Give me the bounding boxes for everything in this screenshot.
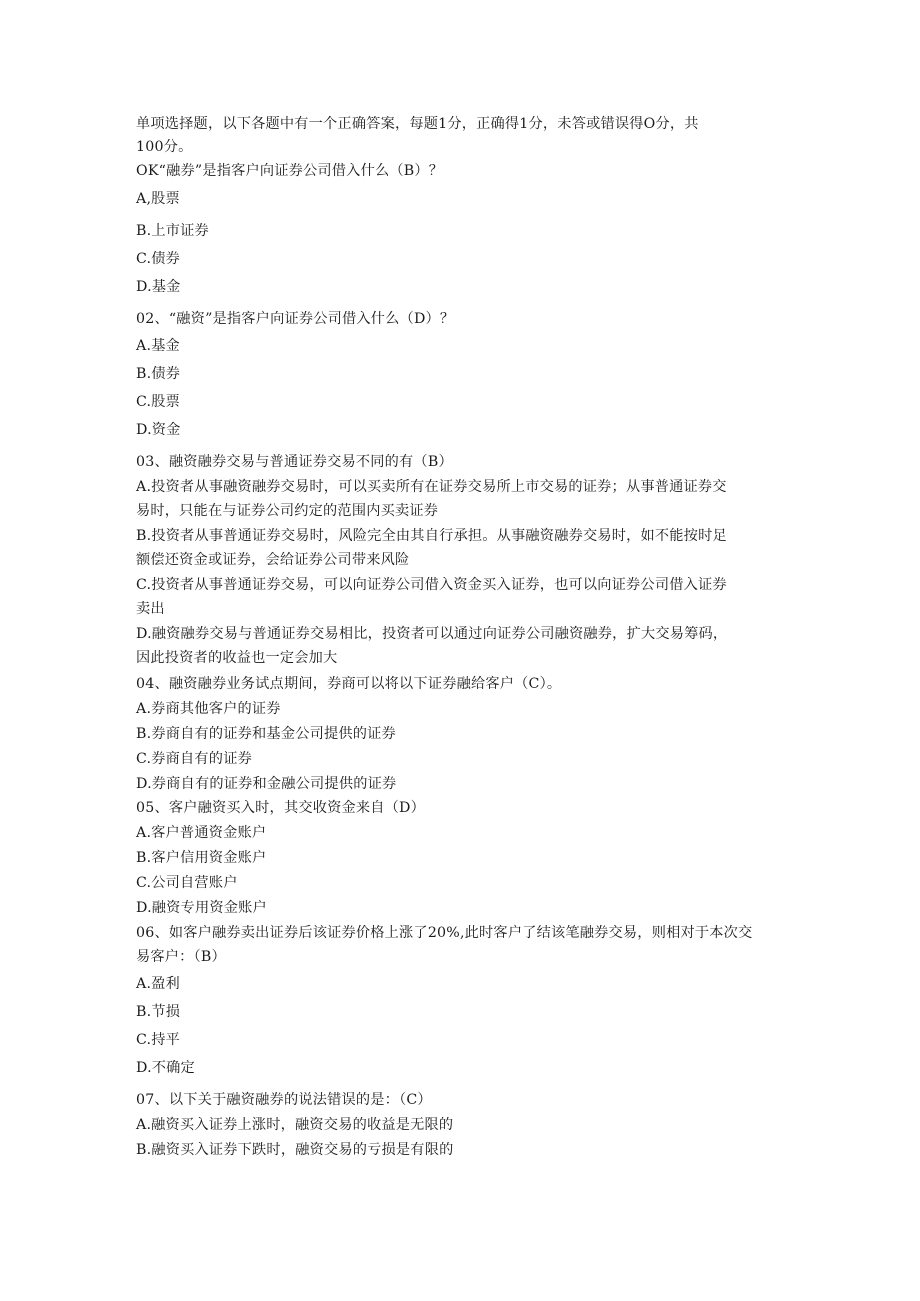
question-3-option-c-line-1: C.投资者从事普通证券交易，可以向证券公司借入资金买入证券，也可以向证券公司借入证券 [136, 577, 727, 593]
question-6-option-d: D.不确定 [136, 1060, 195, 1076]
question-6-option-b: B.节损 [136, 1004, 181, 1020]
question-5-option-a: A.客户普通资金账户 [136, 825, 267, 841]
question-7-option-a: A.融资买入证券上涨时，融资交易的收益是无限的 [136, 1117, 454, 1133]
question-5-option-d: D.融资专用资金账户 [136, 900, 267, 916]
question-3-option-d-line-1: D.融资融券交易与普通证券交易相比，投资者可以通过向证券公司融资融券，扩大交易筹码， [136, 626, 728, 642]
question-5-option-c: C.公司自营账户 [136, 875, 238, 891]
question-5-option-b: B.客户信用资金账户 [136, 850, 267, 866]
question-1-option-c: C.债券 [136, 251, 181, 267]
question-2-option-a: A.基金 [136, 338, 180, 354]
question-6-stem-line-1: 06、如客户融券卖出证券后该证券价格上涨了20%,此时客户了结该笔融券交易，则相对于本次交 [136, 925, 753, 941]
question-5-stem: 05、客户融资买入时，其交收资金来自（D） [136, 800, 426, 816]
question-6-option-a: A.盈利 [136, 976, 180, 992]
question-7-option-b: B.融资买入证券下跌时，融资交易的亏损是有限的 [136, 1142, 454, 1158]
question-2-option-c: C.股票 [136, 394, 181, 410]
question-6-option-c: C.持平 [136, 1032, 181, 1048]
question-3-option-a-line-2: 易时，只能在与证券公司约定的范围内买卖证券 [136, 503, 439, 519]
question-6-stem-line-2: 易客户：（B） [136, 949, 226, 965]
question-3-option-b-line-2: 额偿还资金或证券，会给证券公司带来风险 [136, 552, 410, 568]
intro-line-1: 单项选择题，以下各题中有一个正确答案，每题1分，正确得1分，未答或错误得O分，共 [136, 116, 699, 132]
question-3-option-b-line-1: B.投资者从事普通证券交易时，风险完全由其自行承担。从事融资融券交易时，如不能按时足 [136, 528, 727, 544]
question-4-stem: 04、融资融券业务试点期间，券商可以将以下证券融给客户（C）。 [136, 676, 562, 692]
question-4-option-d: D.券商自有的证券和金融公司提供的证券 [136, 776, 397, 792]
intro-line-2: 100分。 [136, 139, 193, 155]
question-1-stem: OK“融券”是指客户向证券公司借入什么（B）？ [136, 163, 444, 179]
question-2-option-b: B.债券 [136, 366, 181, 382]
question-3-stem: 03、融资融券交易与普通证券交易不同的有（B） [136, 454, 453, 470]
question-1-option-b: B.上市证券 [136, 223, 209, 239]
question-1-option-d: D.基金 [136, 279, 181, 295]
question-2-stem: 02、“融资”是指客户向证券公司借入什么（D）？ [136, 311, 455, 327]
question-3-option-a-line-1: A.投资者从事融资融券交易时，可以买卖所有在证券交易所上市交易的证券；从事普通证券交 [136, 479, 727, 495]
question-3-option-c-line-2: 卖出 [136, 601, 165, 617]
question-3-option-d-line-2: 因此投资者的收益也一定会加大 [136, 650, 338, 666]
question-7-stem: 07、以下关于融资融券的说法错误的是：（C） [136, 1092, 432, 1108]
question-4-option-c: C.券商自有的证券 [136, 751, 252, 767]
question-4-option-b: B.券商自有的证券和基金公司提供的证券 [136, 726, 396, 742]
question-1-option-a: A,股票 [136, 191, 180, 207]
question-4-option-a: A.券商其他客户的证券 [136, 701, 281, 717]
question-2-option-d: D.资金 [136, 422, 181, 438]
